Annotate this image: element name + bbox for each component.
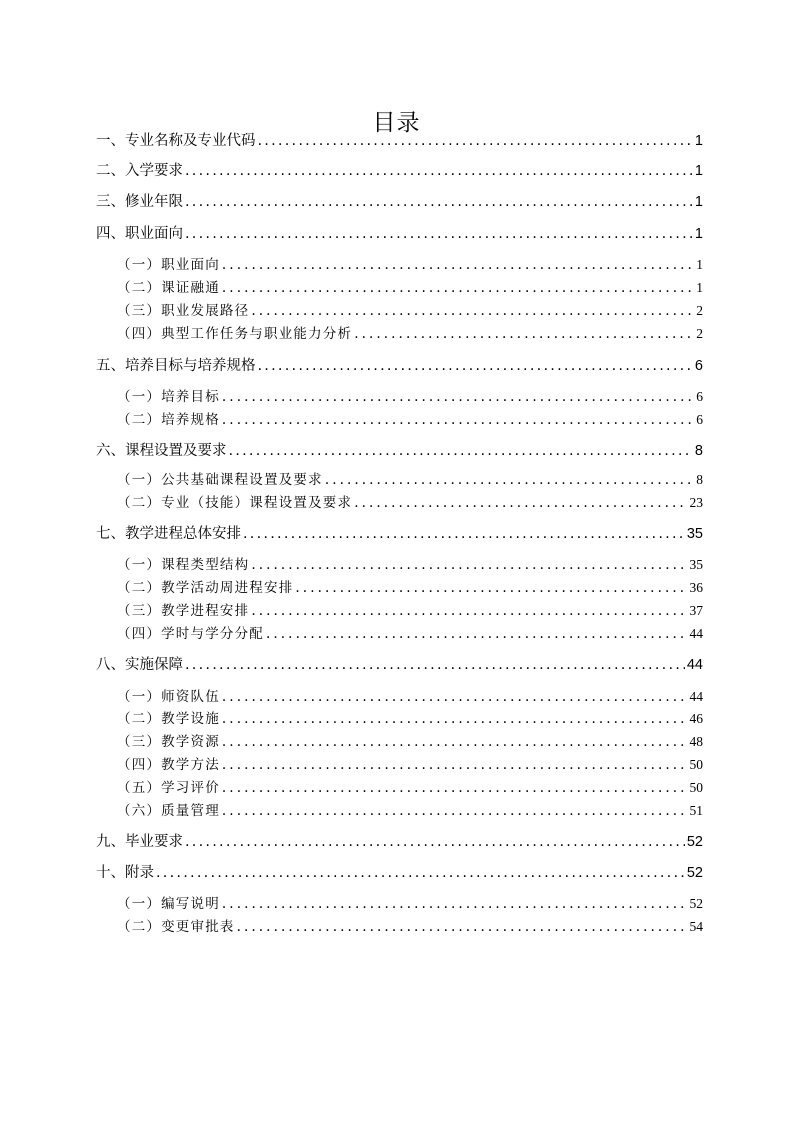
- dot-leader: [222, 800, 688, 822]
- toc-entry-label: 三、修业年限: [96, 194, 183, 210]
- dot-leader: [222, 731, 688, 753]
- toc-entry-page-number: 48: [689, 734, 703, 749]
- toc-entry-page-number: 6: [694, 358, 703, 374]
- dot-leader: [222, 893, 688, 915]
- toc-entry[interactable]: [96, 862, 703, 884]
- dot-leader: [237, 916, 688, 938]
- dot-leader: [222, 686, 688, 708]
- toc-entry[interactable]: [117, 800, 703, 822]
- toc-entry[interactable]: [117, 323, 703, 345]
- toc-entry-label: （一）职业面向: [117, 257, 220, 273]
- dot-leader: [156, 862, 685, 884]
- toc-entry[interactable]: [117, 623, 703, 645]
- toc-entry[interactable]: [96, 355, 703, 377]
- toc-entry-page-number: 6: [696, 389, 703, 404]
- toc-entry[interactable]: [117, 754, 703, 776]
- toc-entry-label: 一、专业名称及专业代码: [96, 133, 256, 149]
- toc-entry-label: （四）典型工作任务与职业能力分析: [117, 326, 353, 342]
- toc-entry[interactable]: [117, 300, 703, 322]
- toc-entry-label: 七、教学进程总体安排: [96, 526, 241, 542]
- toc-entry-page-number: 2: [696, 303, 703, 318]
- toc-entry-label: （一）课程类型结构: [117, 557, 250, 573]
- dot-leader: [354, 492, 687, 514]
- dot-leader: [185, 160, 693, 182]
- dot-leader: [354, 323, 694, 345]
- toc-entry[interactable]: [96, 223, 703, 245]
- toc-entry-page-number: 8: [694, 443, 703, 459]
- toc-entry[interactable]: [96, 160, 703, 182]
- toc-entry[interactable]: [117, 777, 703, 799]
- dot-leader: [222, 386, 694, 408]
- toc-entry-label: （二）专业（技能）课程设置及要求: [117, 495, 353, 511]
- toc-entry-page-number: 8: [696, 472, 703, 487]
- toc-entry[interactable]: [117, 277, 703, 299]
- toc-entry[interactable]: [117, 731, 703, 753]
- toc-entry-label: 六、课程设置及要求: [96, 443, 227, 459]
- toc-entry[interactable]: [96, 440, 703, 462]
- toc-entry-page-number: 52: [686, 865, 703, 881]
- dot-leader: [185, 191, 693, 213]
- toc-entry-label: （一）培养目标: [117, 389, 220, 405]
- toc-entry-page-number: 44: [689, 689, 703, 704]
- dot-leader: [229, 440, 693, 462]
- toc-entry-label: 四、职业面向: [96, 226, 183, 242]
- toc-entry-page-number: 36: [689, 580, 703, 595]
- toc-entry[interactable]: [96, 191, 703, 213]
- toc-entry-page-number: 1: [696, 257, 703, 272]
- toc-entry-page-number: 46: [689, 711, 703, 726]
- dot-leader: [222, 277, 694, 299]
- toc-entry-page-number: 1: [694, 133, 703, 149]
- toc-entry-label: （五）学习评价: [117, 780, 220, 796]
- toc-entry-page-number: 50: [689, 780, 703, 795]
- dot-leader: [266, 623, 688, 645]
- toc-entry[interactable]: [117, 686, 703, 708]
- toc-entry-page-number: 6: [696, 412, 703, 427]
- toc-entry-label: （四）学时与学分分配: [117, 626, 264, 642]
- dot-leader: [258, 130, 693, 152]
- toc-entry[interactable]: [117, 708, 703, 730]
- toc-entry-label: （三）教学资源: [117, 734, 220, 750]
- toc-entry-page-number: 50: [689, 757, 703, 772]
- toc-entry-page-number: 44: [689, 626, 703, 641]
- toc-entry-page-number: 35: [689, 557, 703, 572]
- dot-leader: [251, 300, 694, 322]
- toc-entry[interactable]: [96, 831, 703, 853]
- toc-entry[interactable]: [117, 492, 703, 514]
- toc-entry-label: （二）课证融通: [117, 280, 220, 296]
- toc-entry-label: （一）公共基础课程设置及要求: [117, 472, 323, 488]
- toc-entry-label: 十、附录: [96, 865, 154, 881]
- toc-entry-page-number: 1: [694, 163, 703, 179]
- dot-leader: [185, 223, 693, 245]
- toc-entry[interactable]: [117, 469, 703, 491]
- dot-leader: [185, 831, 685, 853]
- toc-entry-page-number: 1: [696, 280, 703, 295]
- toc-entry-page-number: 23: [689, 495, 703, 510]
- toc-entry-page-number: 54: [689, 919, 703, 934]
- toc-entry-label: （二）教学设施: [117, 711, 220, 727]
- toc-entry-label: （三）职业发展路径: [117, 303, 250, 319]
- toc-entry[interactable]: [96, 654, 703, 676]
- toc-entry-page-number: 51: [689, 803, 703, 818]
- toc-entry[interactable]: [117, 893, 703, 915]
- toc-entry[interactable]: [117, 254, 703, 276]
- dot-leader: [243, 523, 685, 545]
- dot-leader: [222, 409, 694, 431]
- toc-entry[interactable]: [117, 554, 703, 576]
- dot-leader: [222, 708, 688, 730]
- toc-entry[interactable]: [96, 130, 703, 152]
- dot-leader: [222, 754, 688, 776]
- toc-entry[interactable]: [117, 409, 703, 431]
- dot-leader: [222, 254, 694, 276]
- dot-leader: [222, 777, 688, 799]
- toc-entry-label: （四）教学方法: [117, 757, 220, 773]
- toc-entry-page-number: 44: [686, 657, 703, 673]
- toc-entry-page-number: 52: [686, 834, 703, 850]
- toc-entry-page-number: 37: [689, 603, 703, 618]
- toc-entry-label: （三）教学进程安排: [117, 603, 250, 619]
- toc-entry-label: （一）编写说明: [117, 896, 220, 912]
- dot-leader: [258, 355, 693, 377]
- toc-entry[interactable]: [117, 577, 703, 599]
- dot-leader: [185, 654, 685, 676]
- dot-leader: [325, 469, 694, 491]
- toc-entry-label: 五、培养目标与培养规格: [96, 358, 256, 374]
- toc-entry-page-number: 52: [689, 896, 703, 911]
- toc-entry[interactable]: [96, 523, 703, 545]
- toc-entry-label: 二、入学要求: [96, 163, 183, 179]
- page-title: 目录: [372, 110, 421, 137]
- toc-entry-label: 八、实施保障: [96, 657, 183, 673]
- toc-entry-page-number: 2: [696, 326, 703, 341]
- toc-entry[interactable]: [117, 386, 703, 408]
- dot-leader: [295, 577, 687, 599]
- toc-entry-label: （一）师资队伍: [117, 689, 220, 705]
- toc-entry-page-number: 1: [694, 226, 703, 242]
- toc-entry-label: （二）教学活动周进程安排: [117, 580, 294, 596]
- toc-entry-label: （六）质量管理: [117, 803, 220, 819]
- dot-leader: [251, 554, 687, 576]
- toc-entry[interactable]: [117, 916, 703, 938]
- toc-entry-label: 九、毕业要求: [96, 834, 183, 850]
- dot-leader: [251, 600, 687, 622]
- toc-entry-label: （二）变更审批表: [117, 919, 235, 935]
- toc-entry-page-number: 35: [686, 526, 703, 542]
- toc-entry[interactable]: [117, 600, 703, 622]
- toc-entry-label: （二）培养规格: [117, 412, 220, 428]
- toc-entry-page-number: 1: [694, 194, 703, 210]
